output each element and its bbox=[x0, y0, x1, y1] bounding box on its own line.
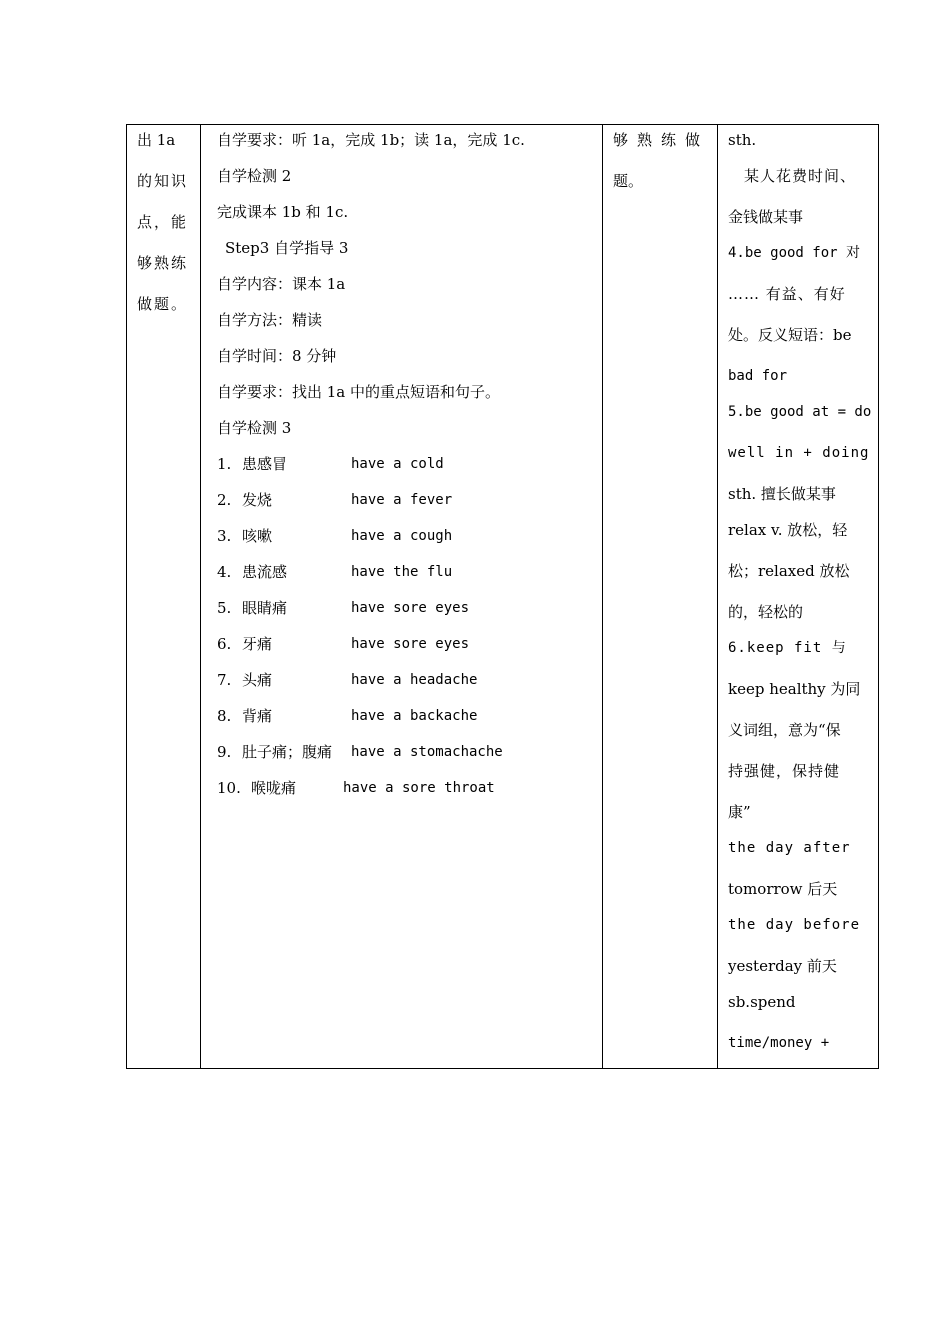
phrase-chinese: 发烧 bbox=[242, 491, 273, 509]
step3-heading: Step3 自学指导 3 bbox=[225, 239, 349, 257]
phrase-number: 4. bbox=[217, 563, 232, 581]
note-line: the day after bbox=[728, 840, 851, 856]
phrase-english: have sore eyes bbox=[351, 636, 470, 652]
phrase-english: have a cold bbox=[351, 456, 444, 472]
note-line: 金钱做某事 bbox=[728, 208, 804, 226]
note-line: 6.keep fit 与 bbox=[728, 640, 847, 656]
note-line: 处。反义短语：be bbox=[728, 326, 852, 344]
note-line: 某人花费时间、 bbox=[744, 167, 857, 185]
note-line: sth. bbox=[728, 131, 757, 149]
self-study-column bbox=[201, 125, 603, 1068]
phrase-english: have a backache bbox=[351, 708, 478, 724]
goal-column bbox=[603, 125, 718, 1068]
note-line: 4.be good for 对 bbox=[728, 245, 861, 261]
phrase-english: have sore eyes bbox=[351, 600, 470, 616]
note-line: 义词组，意为“保 bbox=[728, 721, 841, 739]
note-line: relax v. 放松，轻 bbox=[728, 521, 848, 539]
phrase-number: 8. bbox=[217, 707, 232, 725]
note-line: bad for bbox=[728, 368, 788, 384]
note-line: …… 有益、有好 bbox=[728, 285, 846, 303]
phrase-chinese: 喉咙痛 bbox=[251, 779, 297, 797]
note-line: yesterday 前天 bbox=[728, 957, 837, 975]
self-check-3-heading: 自学检测 3 bbox=[217, 419, 292, 437]
phrase-chinese: 咳嗽 bbox=[242, 527, 273, 545]
notes-column bbox=[718, 125, 880, 1068]
self-check-2-heading: 自学检测 2 bbox=[217, 167, 292, 185]
phrase-english: have a fever bbox=[351, 492, 453, 508]
phrase-number: 2. bbox=[217, 491, 232, 509]
phrase-chinese: 患流感 bbox=[242, 563, 288, 581]
phrase-number: 5. bbox=[217, 599, 232, 617]
study-requirement-line: 自学要求：找出 1a 中的重点短语和句子。 bbox=[217, 383, 501, 401]
phrase-english: have a stomachache bbox=[351, 744, 503, 760]
lesson-plan-table bbox=[126, 124, 879, 1069]
phrase-number: 3. bbox=[217, 527, 232, 545]
note-line: keep healthy 为同 bbox=[728, 680, 861, 698]
objectives-line: 点，能 bbox=[137, 213, 189, 231]
note-line: sb.spend bbox=[728, 993, 796, 1011]
study-content-line: 自学内容：课本 1a bbox=[217, 275, 346, 293]
objectives-line: 出 1a bbox=[137, 131, 176, 149]
phrase-chinese: 眼睛痛 bbox=[242, 599, 288, 617]
study-time-line: 自学时间：8 分钟 bbox=[217, 347, 337, 365]
note-line: tomorrow 后天 bbox=[728, 880, 838, 898]
phrase-number: 9. bbox=[217, 743, 232, 761]
phrase-chinese: 肚子痛；腹痛 bbox=[242, 743, 333, 761]
objectives-line: 的知识 bbox=[137, 172, 189, 190]
objectives-line: 够熟练 bbox=[137, 254, 189, 272]
phrase-english: have the flu bbox=[351, 564, 453, 580]
goal-line: 够熟练做 bbox=[613, 131, 710, 149]
note-line: the day before bbox=[728, 917, 861, 933]
phrase-english: have a headache bbox=[351, 672, 478, 688]
phrase-chinese: 头痛 bbox=[242, 671, 273, 689]
phrase-number: 6. bbox=[217, 635, 232, 653]
note-line: well in + doing bbox=[728, 445, 870, 461]
note-line: 松；relaxed 放松 bbox=[728, 562, 850, 580]
phrase-chinese: 牙痛 bbox=[242, 635, 273, 653]
phrase-number: 1. bbox=[217, 455, 232, 473]
phrase-english: have a cough bbox=[351, 528, 453, 544]
objectives-line: 做题。 bbox=[137, 295, 189, 313]
study-requirement-line: 自学要求：听 1a，完成 1b；读 1a，完成 1c. bbox=[217, 131, 525, 149]
study-method-line: 自学方法：精读 bbox=[217, 311, 323, 329]
textbook-task-line: 完成课本 1b 和 1c. bbox=[217, 203, 349, 221]
phrase-chinese: 患感冒 bbox=[242, 455, 288, 473]
phrase-number: 10. bbox=[217, 779, 241, 797]
note-line: sth. 擅长做某事 bbox=[728, 485, 836, 503]
objectives-column bbox=[127, 125, 201, 1068]
phrase-number: 7. bbox=[217, 671, 232, 689]
note-line: time/money + bbox=[728, 1035, 830, 1051]
goal-line: 题。 bbox=[613, 172, 644, 190]
note-line: 5.be good at = do bbox=[728, 404, 872, 420]
phrase-chinese: 背痛 bbox=[242, 707, 273, 725]
phrase-english: have a sore throat bbox=[343, 780, 495, 796]
note-line: 持强健，保持健 bbox=[728, 762, 841, 780]
note-line: 康” bbox=[728, 803, 751, 821]
note-line: 的，轻松的 bbox=[728, 603, 804, 621]
